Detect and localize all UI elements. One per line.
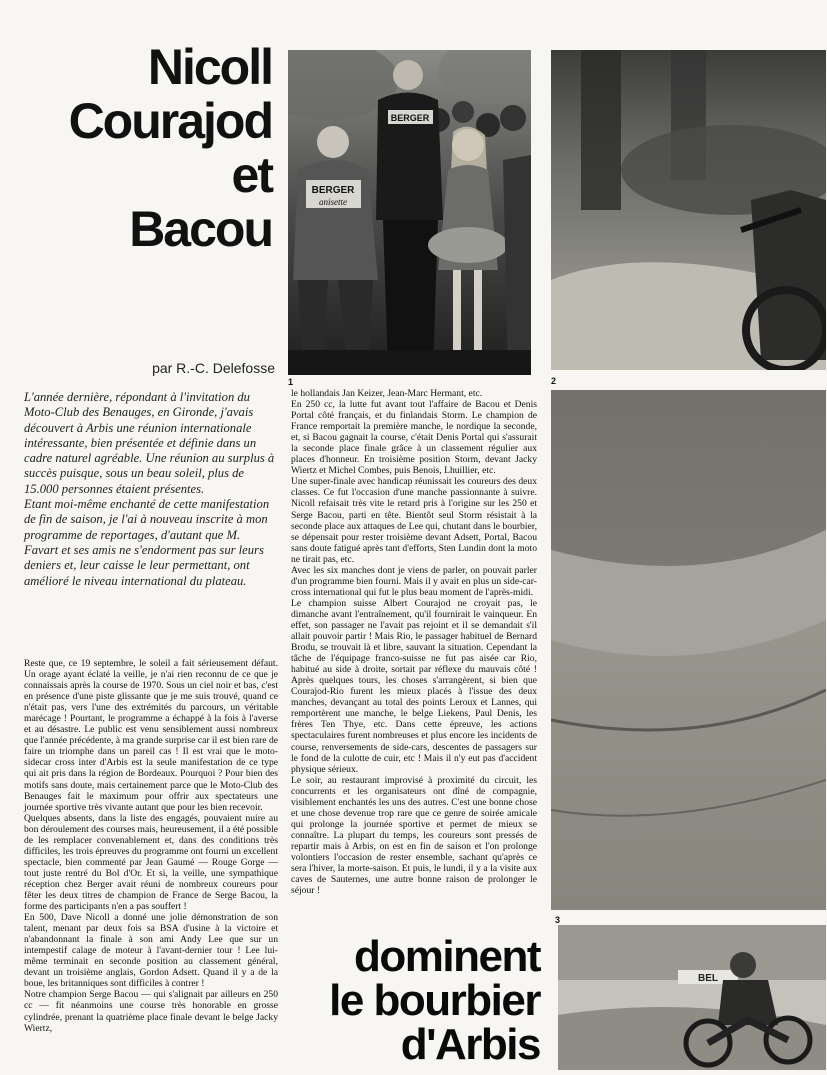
headline-line-1: dominent (354, 932, 540, 981)
jersey-label-left-2: anisette (319, 197, 347, 207)
photo-number-3: 3 (555, 915, 561, 925)
intro-paragraph (24, 390, 276, 589)
headline-line-3: d'Arbis (400, 1020, 540, 1069)
body-column-2: le hollandais Jan Keizer, Jean-Marc Hermant, etc. En 250 cc, la lutte fut avant tout l'affaire de Bacou et Denis Portal côté français, et du finlandais Storm. Le champion de France remportait la première manche, le nordique la seconde, et, si Bacou gagnait la course, c'était Denis Portal qui s'assurait la seconde place finale grâce à un classement régulier aux places d'honneur. En troisième position Storm, devant Jacky Wiertz et Michel Combes, puis Benois, Lhuillier, etc. Une super-finale avec handicap réunissait les coureurs des deux classes. Ce fut l'occasion d'une manche passionnante à suivre. Nicoll refaisait très vite le retard pris à l'origine sur les 250 et Serge Bacou, parti en tête. Bientôt seul Storm résistait à la seconde place aux attaques de Lee qui, chutant dans le bourbier, se dépensait pour rester troisième devant Adsett, Portal, Bacou sans doute fatigué après tant d'efforts, Sten Lundin dont la moto ne tirait pas, etc. Avec les six manches dont je viens de parler, on pouvait parler d'un programme bien fourni. Mais il y avait en plus un side-car-cross international qui fut le plus beau moment de l'après-midi. Le champion suisse Albert Courajod ne croyait pas, le dimanche avant l'entraînement, qu'il fournirait le vainqueur. En effet, son passager ne l'avait pas rejoint et il se demandait s'il allait pouvoir partir ! Mais Rio, le passager habituel de Bernard Brodu, se trouvait là et libre, sauvant la situation. Cependant la tâche de l'équipage franco-suisse ne fut pas aisée car Rio, habitué au side à droite, sortait par réflexe du mauvais côté ! Après quelques tours, les choses s'arrangèrent, si bien que Courajod-Rio furent les mieux placés à l'issue des deux manches, devançant au total des points Leroux et Lannes, qui remportèrent une manche, le belge Liekens, Paul Denis, les frères Ten Thye, etc. Dans cette épreuve, les actions spectaculaires furent nombreuses et plus encore les incidents de course, renversements de side-cars, descentes de passagers sur le fond de la culotte de cuir, etc ! Mais il n'y eut pas d'accident physique sérieux. Le soir, au restaurant improvisé à proximité du circuit, les concurrents et les organisateurs ont dîné de compagnie, visiblement enchantés les uns des autres. C'est une bonne chose et une chose devenue trop rare que ce genre de soirée amicale qui prolonge la journée sportive et permet de mieux se connaître. La plupart du temps, les coureurs sont pressés de repartir mais à Arbis, on est en fin de saison et l'on prolonge volontiers l'occasion de rester ensemble, sachant qu'après ce sera l'hiver, la morte-saison. Et puis, le lundi, il y a la visite aux caves de Sauternes, une autre bonne raison de prolonger le séjour ! (291, 388, 537, 897)
photo-podium (288, 50, 531, 375)
photo-race-track (551, 50, 826, 370)
jersey-label-left: BERGER (311, 185, 355, 196)
title-line-1: Nicoll (147, 39, 272, 95)
photo-hillside-image (551, 390, 826, 910)
byline: par R.-C. Delefosse (152, 360, 275, 376)
body-column-1: Reste que, ce 19 septembre, le soleil a fait sérieusement défaut. Un orage ayant éclaté la veille, je n'ai rien reconnu de ce que je connaissais après la course de 1970. Sous un ciel noir et bas, c'est en présence d'une piste glissante que je me suis trouvé, quand ce n'était pas, vers l'une des extrémités du parcours, un véritable marécage ! Pourtant, le programme a échappé à la fois à l'averse et au désastre. Le public est venu sensiblement aussi nombreux que l'année précédente, à ma grande surprise car il est bien rare de faire un triomphe dans un pareil cas ! Il est vrai que le moto-sidecar cross inter d'Arbis est la seule manifestation de ce type qui ait pris dans la région de Bordeaux. Pourquoi ? Pour bien des motifs sans doute, mais certainement parce que le Moto-Club des Benauges fait le maximum pour offrir aux spectateurs une journée sportive très vivante autant que pour les bien recevoir. Quelques absents, dans la liste des engagés, pouvaient nuire au bon déroulement des courses mais, heureusement, il a été possible de les remplacer convenablement et, dans des conditions très difficiles, les trois épreuves du programme ont fourni un excellent spectacle, bien commenté par Jean Gaumé — Rouge Gorge — tout juste rentré du Bol d'Or. Et si, la veille, une sympathique réception chez Berger avait réuni de nombreux coureurs pour fêter les deux titres de champion de France de Serge Bacou, la forme des participants n'en a pas souffert ! En 500, Dave Nicoll a donné une jolie démonstration de son talent, menant par deux fois sa BSA d'usine à la victoire et n'abandonnant la finale à son ami Andy Lee que sur un intempestif calage de moteur à l'avant-dernier tour ! Lee lui-même terminait en seconde position au classement général, devant un troisième anglais, Gordon Adsett. Quand il y a de la boue, les britanniques sont difficiles à contrer ! Notre champion Serge Bacou — qui s'alignait par ailleurs en 250 cc — fit néanmoins une course très honorable en grosse cylindrée, prenant la quatrième place finale devant le belge Jacky Wiertz, (24, 658, 278, 1034)
intro-text: L'année dernière, répondant à l'invitation du Moto-Club des Benauges, en Gironde, j'avais découvert à Arbis une réunion internationale intéressante, bien présentée et définie dans un cadre naturel agréable. Une réunion au surplus à succès puisque, sous un beau soleil, plus de 15.000 personnes étaient présentes. Etant moi-même enchanté de cette manifestation de fin de saison, je l'ai à nouveau inscrite à mon programme de reportages, d'autant que M. Favart et ses amis ne s'endorment pas sur leurs deniers et, leur caisse le leur permettant, ont amélioré le niveau international du plateau. (24, 390, 275, 588)
photo-hillside (551, 390, 826, 910)
photo-rider-image (558, 925, 826, 1070)
title-line-2: Courajod (68, 93, 272, 149)
photo-rider (558, 925, 826, 1070)
photo-race-track-image (551, 50, 826, 370)
headline-line-2: le bourbier (329, 976, 540, 1025)
banner-label: BEL (698, 973, 718, 984)
article-title (40, 40, 272, 256)
photo-number-1: 1 (288, 377, 294, 387)
title-line-3: et (231, 147, 272, 203)
photo-number-2: 2 (551, 376, 557, 386)
photo-podium-image (288, 50, 531, 375)
title-line-4: Bacou (129, 201, 272, 257)
jersey-label-center: BERGER (390, 113, 430, 123)
headline (290, 932, 540, 1069)
